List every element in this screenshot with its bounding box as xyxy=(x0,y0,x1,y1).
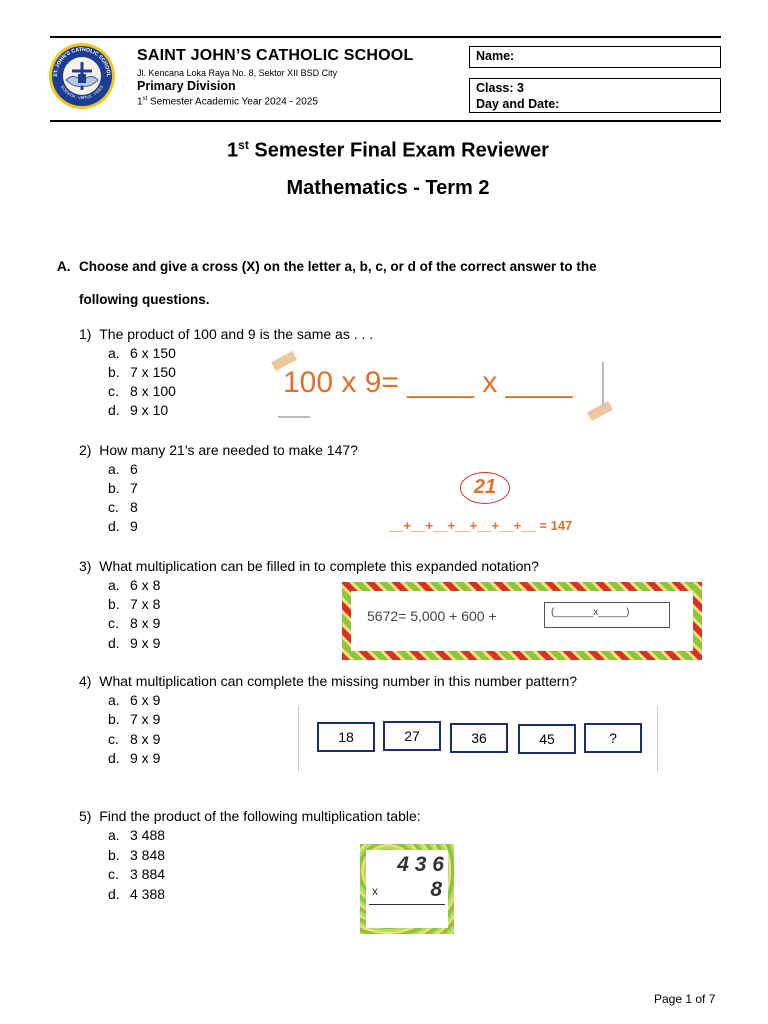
page-subtitle: Mathematics - Term 2 xyxy=(286,177,490,199)
page-number: Page 1 of 7 xyxy=(654,992,716,1006)
name-label: Name: xyxy=(476,49,515,63)
q5-figure-frame xyxy=(360,844,454,934)
q3-figure-frame xyxy=(342,582,702,660)
question-1: 1) The product of 100 and 9 is the same as . . . xyxy=(79,326,374,342)
pattern-box: 18 xyxy=(317,722,375,752)
q1-option-b[interactable]: b. 7 x 150 xyxy=(108,364,176,380)
q2-option-a[interactable]: a. 6 xyxy=(108,461,138,477)
school-name: SAINT JOHN’S CATHOLIC SCHOOL xyxy=(137,47,414,64)
school-address: Jl. Kencana Loka Raya No. 8, Sektor XII BSD City xyxy=(137,68,338,78)
q1-option-a[interactable]: a. 6 x 150 xyxy=(108,345,176,361)
section-label: A. xyxy=(57,259,71,274)
class-date-field[interactable] xyxy=(469,78,721,113)
q3-option-d[interactable]: d. 9 x 9 xyxy=(108,635,161,651)
class-label: Class: 3 xyxy=(476,81,524,95)
name-field[interactable] xyxy=(469,46,721,68)
question-4: 4) What multiplication can complete the missing number in this number pattern? xyxy=(79,673,578,689)
q1-figure-text: 100 x 9= ____ x ____ xyxy=(283,366,573,399)
day-date-label: Day and Date: xyxy=(476,97,560,111)
q2-circle-number: 21 xyxy=(460,472,510,504)
logo-text-bottom: SCIENTIA · VIRTUS · FIDES xyxy=(59,84,105,101)
academic-year: 1st Semester Academic Year 2024 - 2025 xyxy=(137,96,318,108)
question-3: 3) What multiplication can be filled in to complete this expanded notation? xyxy=(79,558,539,574)
division: Primary Division xyxy=(137,79,236,93)
instruction-line-2: following questions. xyxy=(79,292,210,307)
logo-text-top: ST. JOHN'S CATHOLIC SCHOOL xyxy=(52,46,112,77)
q5-times-sign: x xyxy=(372,884,378,898)
q4-option-c[interactable]: c. 8 x 9 xyxy=(108,731,161,747)
q3-option-c[interactable]: c. 8 x 9 xyxy=(108,615,161,631)
q3-option-a[interactable]: a. 6 x 8 xyxy=(108,577,161,593)
q5-sum-line xyxy=(369,904,445,905)
pattern-box: 36 xyxy=(450,723,508,753)
q5-option-b[interactable]: b. 3 848 xyxy=(108,847,166,863)
header-rule-top xyxy=(50,36,721,38)
q2-figure-text: __+__+__+__+__+__+__ = 147 xyxy=(389,518,573,533)
q1-option-c[interactable]: c. 8 x 100 xyxy=(108,383,176,399)
q4-option-a[interactable]: a. 6 x 9 xyxy=(108,692,161,708)
q3-figure-box: (_______x_____) xyxy=(544,602,670,628)
q4-pattern xyxy=(298,706,658,772)
q3-figure-panel xyxy=(351,591,693,651)
q5-option-d[interactable]: d. 4 388 xyxy=(108,886,166,902)
pattern-box: 27 xyxy=(383,721,441,751)
q5-option-a[interactable]: a. 3 488 xyxy=(108,827,166,843)
q1-option-d[interactable]: d. 9 x 10 xyxy=(108,402,169,418)
tape-strip xyxy=(587,401,613,421)
school-logo xyxy=(46,42,118,110)
question-5: 5) Find the product of the following multiplication table: xyxy=(79,808,421,824)
q4-option-d[interactable]: d. 9 x 9 xyxy=(108,750,161,766)
pattern-box-missing: ? xyxy=(584,723,642,753)
question-2: 2) How many 21's are needed to make 147? xyxy=(79,442,358,458)
q2-option-c[interactable]: c. 8 xyxy=(108,499,138,515)
q2-option-d[interactable]: d. 9 xyxy=(108,518,138,534)
pattern-box: 45 xyxy=(518,724,576,754)
q5-multiplicand: 4 3 6 xyxy=(397,853,444,876)
q1-figure xyxy=(268,354,614,426)
q5-option-c[interactable]: c. 3 884 xyxy=(108,866,166,882)
q5-figure-panel xyxy=(366,850,448,928)
instruction-line-1: Choose and give a cross (X) on the letter a, b, c, or d of the correct answer to the xyxy=(79,259,597,274)
q3-figure-text: 5672= 5,000 + 600 + xyxy=(367,608,497,624)
page-title: 1st Semester Final Exam Reviewer xyxy=(227,138,549,162)
header-rule-bottom xyxy=(50,120,721,122)
q4-option-b[interactable]: b. 7 x 9 xyxy=(108,711,161,727)
q3-option-b[interactable]: b. 7 x 8 xyxy=(108,596,161,612)
q2-option-b[interactable]: b. 7 xyxy=(108,480,138,496)
q5-multiplier: 8 xyxy=(430,878,442,901)
